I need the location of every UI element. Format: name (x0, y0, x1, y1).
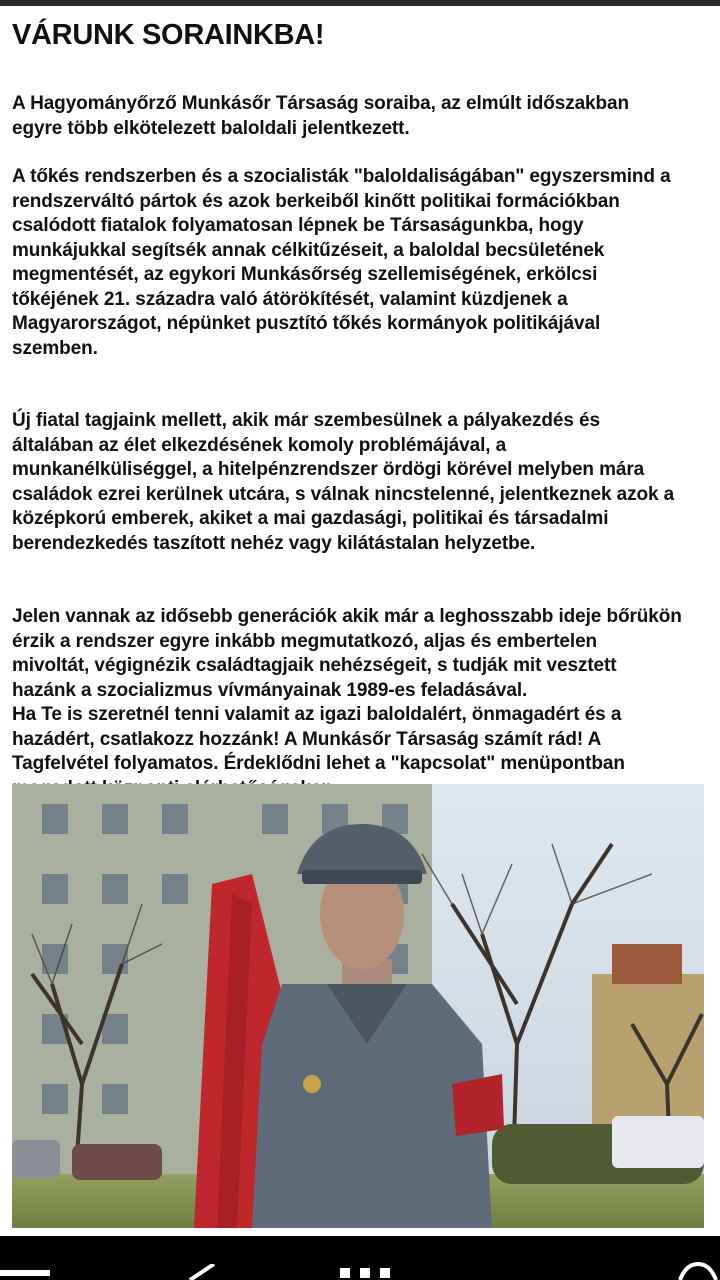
top-status-strip (0, 0, 720, 6)
back-icon[interactable] (0, 1260, 60, 1280)
home-icon[interactable] (188, 1264, 218, 1280)
paragraph-intro: A Hagyományőrző Munkásőr Társaság soraiba, az elmúlt időszakban egyre több elkötelezett baloldali jelentkezett. (12, 93, 630, 139)
page-title: VÁRUNK SORAINKBA! (12, 19, 325, 51)
paragraph-middle-aged: Új fiatal tagjaink mellett, akik már szembesülnek a pályakezdés és általában az élet elkezdésének komoly problémájával, a munkanélküliséggel, a hitelpénzrendszer ördögi körével melyben mára családok ezrei kerülnek utcára, s válnak nincstelenné, jelentkeznek azok a középkorú emberek, akiket a mai gazdasági, politikai és társadalmi berendezkedés taszított nehéz vagy kilátástalan helyzetbe. (12, 410, 675, 554)
recent-apps-icon[interactable] (338, 1266, 394, 1280)
article (12, 16, 712, 801)
paragraph-older-generations: Jelen vannak az idősebb generációk akik már a leghosszabb ideje bőrükön érzik a rendszer egyre inkább megmutatkozó, aljas és embertelen mivoltát, végignézik családtagjaik nehézségeit, s tudják mit vesztett hazánk a szocializmus vívmányainak 1989-es feladásával. Ha Te is szeretnél tenni valamit az igazi baloldalért, önmagadért és a hazádért, csatlakozz hozzánk! A Munkásőr Társaság számít rád! A Tagfelvétel folyamatos. Érdeklődni lehet a "kapcsolat" menüpontban (12, 606, 682, 774)
uniform-badge (303, 1075, 321, 1093)
menu-icon[interactable] (676, 1262, 720, 1280)
parked-car (72, 1144, 162, 1180)
distant-roof (612, 944, 682, 984)
armband (452, 1074, 504, 1136)
photo-illustration (12, 784, 704, 1228)
parked-car-left (12, 1140, 60, 1178)
paragraph-young-members: A tőkés rendszerben és a szocialisták "baloldaliságában" egyszersmind a rendszerváltó pártok és azok berkeiből kinőtt politikai formációkban csalódott fiatalok folyamatosan lépnek be Társaságunkba, hogy munkájukkal segítsék annak célkitűzéseit, a baloldal becsületének megmentését, az egykori Munkásőrség szellemiségének, erkölcsi tőkéjének 21. századra való átörökítését, valamint küzdjenek a Magyarországot, népünket pusztító tőkés kormányok politikájával szemben. (12, 166, 671, 359)
system-navigation-bar (0, 1236, 720, 1280)
parked-van (612, 1116, 704, 1168)
article-photo (12, 784, 704, 1228)
